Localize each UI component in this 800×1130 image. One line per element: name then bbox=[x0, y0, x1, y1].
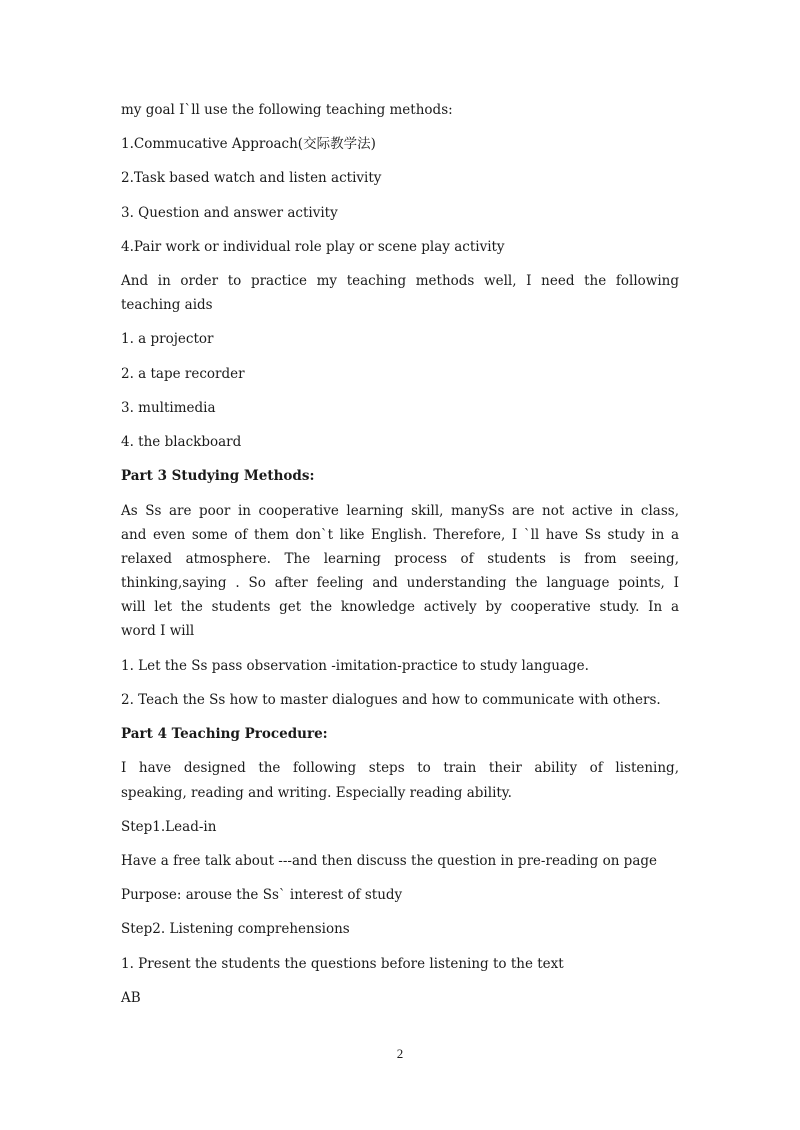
list-item: 1.Commucative Approach(交际教学法) bbox=[121, 136, 376, 152]
paragraph-line: AB bbox=[121, 990, 141, 1006]
list-item: 1. Present the students the questions before listening to the text bbox=[121, 956, 564, 972]
paragraph-line: I have designed the following steps to train their ability of listening, bbox=[121, 760, 679, 776]
list-item: 2. Teach the Ss how to master dialogues and how to communicate with others. bbox=[121, 692, 661, 708]
paragraph-line: speaking, reading and writing. Especially reading ability. bbox=[121, 785, 512, 801]
paragraph-line: teaching aids bbox=[121, 297, 213, 313]
list-item: 3. Question and answer activity bbox=[121, 205, 338, 221]
paragraph-line: and even some of them don`t like English. Therefore, I `ll have Ss study in a bbox=[121, 527, 679, 543]
paragraph-line: word I will bbox=[121, 623, 195, 639]
paragraph-line: relaxed atmosphere. The learning process of students is from seeing, bbox=[121, 551, 679, 567]
paragraph-line: Purpose: arouse the Ss` interest of study bbox=[121, 887, 403, 903]
list-item: 4.Pair work or individual role play or scene play activity bbox=[121, 239, 505, 255]
paragraph-line: And in order to practice my teaching methods well, I need the following bbox=[121, 273, 679, 289]
list-item: 3. multimedia bbox=[121, 400, 216, 416]
section-heading: Part 4 Teaching Procedure: bbox=[121, 726, 328, 742]
list-item: 4. the blackboard bbox=[121, 434, 242, 450]
paragraph-line: my goal I`ll use the following teaching methods: bbox=[121, 102, 453, 118]
list-item: 2.Task based watch and listen activity bbox=[121, 170, 382, 186]
step-heading: Step1.Lead-in bbox=[121, 819, 217, 835]
section-heading: Part 3 Studying Methods: bbox=[121, 468, 315, 484]
page-number: 2 bbox=[396, 1046, 404, 1061]
paragraph-line: As Ss are poor in cooperative learning skill, manySs are not active in class, bbox=[121, 503, 679, 519]
paragraph-line: will let the students get the knowledge actively by cooperative study. In a bbox=[121, 599, 679, 615]
paragraph-line: thinking,saying . So after feeling and understanding the language points, I bbox=[121, 575, 679, 591]
step-heading: Step2. Listening comprehensions bbox=[121, 921, 350, 937]
list-item: 1. Let the Ss pass observation -imitation-practice to study language. bbox=[121, 658, 589, 674]
list-item: 1. a projector bbox=[121, 331, 214, 347]
paragraph-line: Have a free talk about ---and then discuss the question in pre-reading on page bbox=[121, 853, 657, 869]
list-item: 2. a tape recorder bbox=[121, 366, 245, 382]
